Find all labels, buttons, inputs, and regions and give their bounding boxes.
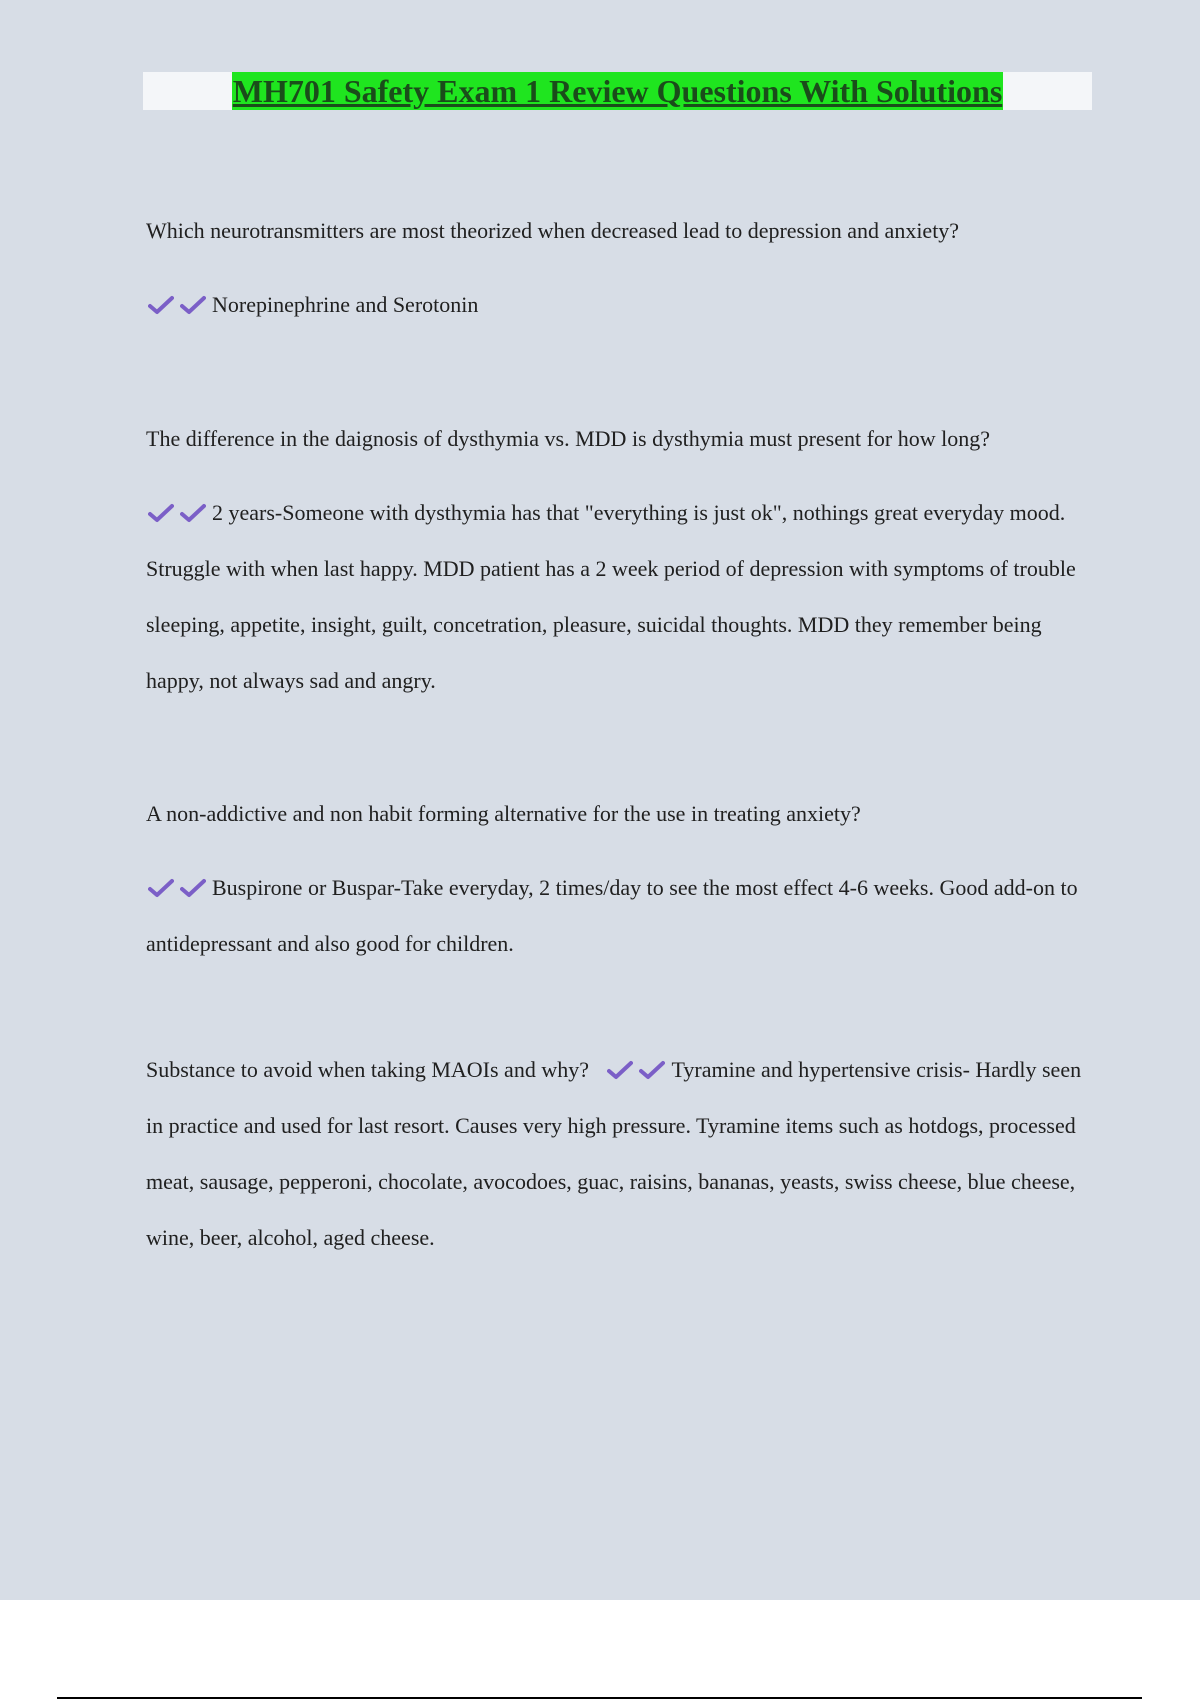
checkmark-icon <box>180 878 206 898</box>
qa-item-3 <box>146 799 1096 972</box>
checkmark-icon <box>180 295 206 315</box>
checkmark-icon <box>148 878 174 898</box>
qa-item-2 <box>146 424 1096 709</box>
question-1: Which neurotransmitters are most theorized when decreased lead to depression and anxiety? <box>146 218 960 243</box>
answer-text-2: 2 years-Someone with dysthymia has that "everything is just ok", nothings great everyday mood. Struggle with when last happy. MDD patient has a 2 week period of depression with symptoms of trouble sleeping, appetite, insight, guilt, concetration, pleasure, suicidal thoughts. MDD they remember being happy, not always sad and angry. <box>146 500 1076 693</box>
double-checkmark-icon <box>607 1042 671 1098</box>
checkmark-icon <box>148 295 174 315</box>
answer-text-1: Norepinephrine and Serotonin <box>212 292 479 317</box>
qa-4-block <box>146 1042 1096 1266</box>
question-3: A non-addictive and non habit forming alternative for the use in treating anxiety? <box>146 801 861 826</box>
answer-2 <box>146 485 1096 709</box>
checkmark-icon <box>639 1060 665 1080</box>
question-4: Substance to avoid when taking MAOIs and why? <box>146 1057 589 1082</box>
checkmark-icon <box>607 1060 633 1080</box>
qa-item-1 <box>146 216 1096 333</box>
checkmark-icon <box>148 503 174 523</box>
page-divider <box>57 1697 1142 1699</box>
title-bar <box>143 72 1092 110</box>
checkmark-icon <box>180 503 206 523</box>
answer-text-3: Buspirone or Buspar-Take everyday, 2 times/day to see the most effect 4-6 weeks. Good add-on to antidepressant and also good for children. <box>146 875 1078 956</box>
qa-item-4 <box>146 1055 1096 1266</box>
document-title: MH701 Safety Exam 1 Review Questions With Solutions <box>232 73 1003 109</box>
answer-1 <box>146 277 1096 333</box>
double-checkmark-icon <box>148 485 212 541</box>
double-checkmark-icon <box>148 277 212 333</box>
question-2: The difference in the daignosis of dysthymia vs. MDD is dysthymia must present for how long? <box>146 426 991 451</box>
answer-3 <box>146 860 1096 972</box>
double-checkmark-icon <box>148 860 212 916</box>
answer-text-4: Tyramine and hypertensive crisis- Hardly seen in practice and used for last resort. Causes very high pressure. Tyramine items such as hotdogs, processed meat, sausage, pepperoni, chocolate, avocodoes, guac, raisins, bananas, yeasts, swiss cheese, blue cheese, wine, beer, alcohol, aged cheese. <box>146 1057 1082 1250</box>
